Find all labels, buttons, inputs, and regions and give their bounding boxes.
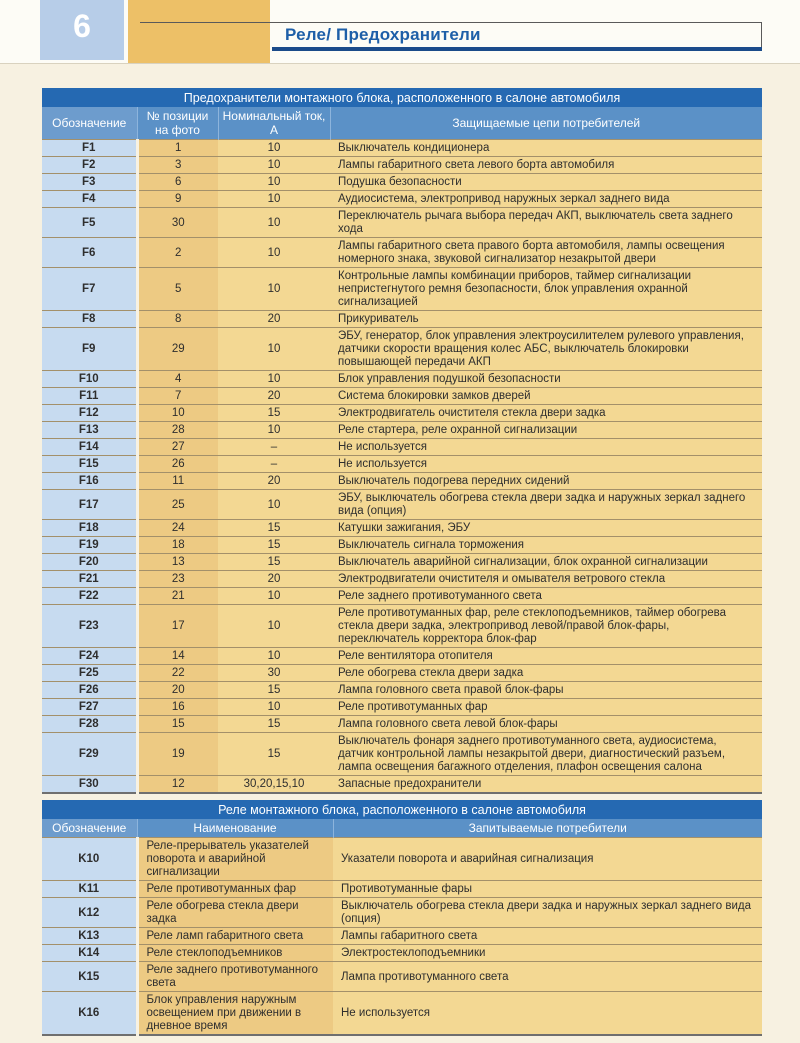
fuse-row (42, 208, 762, 238)
fuse-position-cell: 7 (137, 388, 218, 405)
fuse-position-cell: 16 (137, 699, 218, 716)
fuse-position-cell: 22 (137, 665, 218, 682)
fuse-id-cell: F2 (42, 157, 137, 174)
fuse-amperage-cell: 10 (218, 371, 330, 388)
fuse-id-cell: F1 (42, 140, 137, 157)
fuse-amperage-cell: – (218, 456, 330, 473)
page-header-band (0, 0, 800, 64)
fuse-id-cell: F20 (42, 554, 137, 571)
fuse-circuits-cell: Переключатель рычага выбора передач АКП, выключатель света заднего хода (330, 208, 762, 238)
fuse-position-cell: 14 (137, 648, 218, 665)
fuse-row (42, 699, 762, 716)
fuse-position-cell: 6 (137, 174, 218, 191)
fuse-id-cell: F6 (42, 238, 137, 268)
fuse-amperage-cell: 20 (218, 388, 330, 405)
fuse-table-header-row (42, 107, 762, 140)
fuse-circuits-cell: ЭБУ, выключатель обогрева стекла двери задка и наружных зеркал заднего вида (опция) (330, 490, 762, 520)
fuse-row (42, 371, 762, 388)
fuse-id-cell: F15 (42, 456, 137, 473)
fuse-position-cell: 3 (137, 157, 218, 174)
fuse-row (42, 422, 762, 439)
relay-id-cell: K12 (42, 898, 137, 928)
fuse-row (42, 388, 762, 405)
fuse-position-cell: 21 (137, 588, 218, 605)
fuse-amperage-cell: 15 (218, 733, 330, 776)
fuse-circuits-cell: Не используется (330, 456, 762, 473)
fuse-table (42, 88, 762, 794)
fuse-id-cell: F16 (42, 473, 137, 490)
relay-id-cell: K16 (42, 992, 137, 1036)
fuse-circuits-cell: Лампа головного света левой блок-фары (330, 716, 762, 733)
fuse-row (42, 157, 762, 174)
fuse-circuits-cell: Выключатель подогрева передних сидений (330, 473, 762, 490)
fuse-row (42, 456, 762, 473)
relay-consumers-cell: Противотуманные фары (333, 881, 762, 898)
relay-consumers-cell: Электростеклоподъемники (333, 945, 762, 962)
fuse-id-cell: F27 (42, 699, 137, 716)
fuse-row (42, 328, 762, 371)
fuse-amperage-cell: 15 (218, 554, 330, 571)
fuse-circuits-cell: Электродвигатели очистителя и омывателя ветрового стекла (330, 571, 762, 588)
page-number: 6 (73, 8, 91, 44)
fuse-circuits-cell: Выключатель кондиционера (330, 140, 762, 157)
fuse-amperage-cell: 10 (218, 699, 330, 716)
fuse-row (42, 571, 762, 588)
relay-table-title: Реле монтажного блока, расположенного в салоне автомобиля (42, 800, 762, 819)
fuse-id-cell: F4 (42, 191, 137, 208)
fuse-amperage-cell: 15 (218, 520, 330, 537)
fuse-amperage-cell: 10 (218, 605, 330, 648)
relay-name-cell: Реле ламп габаритного света (137, 928, 333, 945)
fuse-id-cell: F22 (42, 588, 137, 605)
fuse-circuits-cell: Электродвигатель очистителя стекла двери задка (330, 405, 762, 422)
relay-name-cell: Реле заднего противотуманного света (137, 962, 333, 992)
relay-consumers-cell: Лампа противотуманного света (333, 962, 762, 992)
fuse-circuits-cell: Подушка безопасности (330, 174, 762, 191)
header-rule-underline (272, 47, 762, 51)
fuse-position-cell: 28 (137, 422, 218, 439)
fuse-position-cell: 30 (137, 208, 218, 238)
fuse-amperage-cell: 10 (218, 238, 330, 268)
relay-id-cell: K10 (42, 838, 137, 881)
fuse-circuits-cell: Реле противотуманных фар, реле стеклоподъемников, таймер обогрева стекла двери задка, электропривод левой/правой блок-фары, переключатель корректора блок-фар (330, 605, 762, 648)
column-header-rated-current: Номинальный ток, А (218, 107, 330, 140)
fuse-row (42, 776, 762, 794)
fuse-circuits-cell: Реле вентилятора отопителя (330, 648, 762, 665)
fuse-row (42, 554, 762, 571)
fuse-row (42, 682, 762, 699)
fuse-position-cell: 1 (137, 140, 218, 157)
relay-id-cell: K15 (42, 962, 137, 992)
fuse-table-title: Предохранители монтажного блока, расположенного в салоне автомобиля (42, 88, 762, 107)
fuse-row (42, 520, 762, 537)
fuse-circuits-cell: Запасные предохранители (330, 776, 762, 794)
fuse-circuits-cell: Аудиосистема, электропривод наружных зеркал заднего вида (330, 191, 762, 208)
fuse-row (42, 665, 762, 682)
relay-row (42, 838, 762, 881)
page-number-box (40, 0, 124, 60)
fuse-circuits-cell: Блок управления подушкой безопасности (330, 371, 762, 388)
relay-table (42, 800, 762, 1036)
fuse-row (42, 311, 762, 328)
fuse-row (42, 537, 762, 554)
relay-name-cell: Реле обогрева стекла двери задка (137, 898, 333, 928)
fuse-position-cell: 8 (137, 311, 218, 328)
fuse-id-cell: F29 (42, 733, 137, 776)
fuse-circuits-cell: Выключатель фонаря заднего противотуманного света, аудиосистема, датчик контрольной лампы незакрытой двери, диагностический разъем, лампа освещения багажного отделения, плафон освещения салона (330, 733, 762, 776)
column-header-designation: Обозначение (42, 107, 137, 140)
relay-row (42, 898, 762, 928)
fuse-position-cell: 29 (137, 328, 218, 371)
fuse-amperage-cell: 10 (218, 174, 330, 191)
relay-id-cell: K13 (42, 928, 137, 945)
fuse-row (42, 439, 762, 456)
fuse-row (42, 588, 762, 605)
fuse-circuits-cell: Контрольные лампы комбинации приборов, таймер сигнализации непристегнутого ремня безопасности, блок управления охранной сигнализацией (330, 268, 762, 311)
fuse-amperage-cell: 10 (218, 208, 330, 238)
fuse-amperage-cell: 10 (218, 328, 330, 371)
fuse-circuits-cell: Катушки зажигания, ЭБУ (330, 520, 762, 537)
fuse-amperage-cell: 20 (218, 473, 330, 490)
fuse-id-cell: F5 (42, 208, 137, 238)
fuse-circuits-cell: Система блокировки замков дверей (330, 388, 762, 405)
fuse-position-cell: 12 (137, 776, 218, 794)
page-title: Реле/ Предохранители (285, 25, 481, 44)
fuse-row (42, 174, 762, 191)
column-header-photo-position: № позиции на фото (137, 107, 218, 140)
fuse-amperage-cell: – (218, 439, 330, 456)
relay-consumers-cell: Не используется (333, 992, 762, 1036)
fuse-circuits-cell: Прикуриватель (330, 311, 762, 328)
fuse-circuits-cell: Лампы габаритного света правого борта автомобиля, лампы освещения номерного знака, звуковой сигнализатор незакрытой двери (330, 238, 762, 268)
relay-table-header-row (42, 819, 762, 838)
fuse-amperage-cell: 10 (218, 490, 330, 520)
relay-name-cell: Блок управления наружным освещением при движении в дневное время (137, 992, 333, 1036)
fuse-position-cell: 13 (137, 554, 218, 571)
orange-stripe (128, 0, 270, 63)
fuse-id-cell: F23 (42, 605, 137, 648)
fuse-row (42, 648, 762, 665)
column-header-consumers: Запитываемые потребители (333, 819, 762, 838)
fuse-id-cell: F9 (42, 328, 137, 371)
column-header-designation: Обозначение (42, 819, 137, 838)
fuse-amperage-cell: 15 (218, 537, 330, 554)
fuse-circuits-cell: Реле стартера, реле охранной сигнализации (330, 422, 762, 439)
fuse-position-cell: 2 (137, 238, 218, 268)
fuse-id-cell: F14 (42, 439, 137, 456)
fuse-id-cell: F13 (42, 422, 137, 439)
fuse-position-cell: 15 (137, 716, 218, 733)
relay-name-cell: Реле-прерыватель указателей поворота и аварийной сигнализации (137, 838, 333, 881)
fuse-amperage-cell: 10 (218, 140, 330, 157)
fuse-position-cell: 4 (137, 371, 218, 388)
fuse-id-cell: F30 (42, 776, 137, 794)
relay-consumers-cell: Лампы габаритного света (333, 928, 762, 945)
fuse-id-cell: F12 (42, 405, 137, 422)
fuse-circuits-cell: Не используется (330, 439, 762, 456)
fuse-position-cell: 5 (137, 268, 218, 311)
relay-name-cell: Реле противотуманных фар (137, 881, 333, 898)
fuse-id-cell: F21 (42, 571, 137, 588)
fuse-amperage-cell: 15 (218, 405, 330, 422)
fuse-id-cell: F10 (42, 371, 137, 388)
fuse-row (42, 191, 762, 208)
fuse-row (42, 238, 762, 268)
fuse-amperage-cell: 10 (218, 422, 330, 439)
fuse-row (42, 716, 762, 733)
fuse-amperage-cell: 10 (218, 588, 330, 605)
fuse-position-cell: 10 (137, 405, 218, 422)
relay-consumers-cell: Выключатель обогрева стекла двери задка и наружных зеркал заднего вида (опция) (333, 898, 762, 928)
fuse-position-cell: 27 (137, 439, 218, 456)
fuse-circuits-cell: Выключатель сигнала торможения (330, 537, 762, 554)
fuse-id-cell: F17 (42, 490, 137, 520)
fuse-position-cell: 19 (137, 733, 218, 776)
relay-table-title-row (42, 800, 762, 819)
fuse-row (42, 733, 762, 776)
fuse-amperage-cell: 30 (218, 665, 330, 682)
fuse-amperage-cell: 20 (218, 311, 330, 328)
fuse-amperage-cell: 10 (218, 191, 330, 208)
fuse-id-cell: F26 (42, 682, 137, 699)
relay-table-body (42, 838, 762, 1036)
relay-id-cell: K11 (42, 881, 137, 898)
relay-name-cell: Реле стеклоподъемников (137, 945, 333, 962)
fuse-position-cell: 20 (137, 682, 218, 699)
fuse-id-cell: F3 (42, 174, 137, 191)
fuse-circuits-cell: ЭБУ, генератор, блок управления электроусилителем рулевого управления, датчики скорости вращения колес АБС, выключатель блокировки повышающей передачи АКП (330, 328, 762, 371)
fuse-circuits-cell: Лампы габаритного света левого борта автомобиля (330, 157, 762, 174)
fuse-circuits-cell: Реле противотуманных фар (330, 699, 762, 716)
fuse-amperage-cell: 10 (218, 157, 330, 174)
column-header-name: Наименование (137, 819, 333, 838)
relay-id-cell: K14 (42, 945, 137, 962)
fuse-position-cell: 9 (137, 191, 218, 208)
fuse-row (42, 140, 762, 157)
fuse-row (42, 405, 762, 422)
fuse-circuits-cell: Реле заднего противотуманного света (330, 588, 762, 605)
relay-row (42, 881, 762, 898)
fuse-id-cell: F19 (42, 537, 137, 554)
fuse-id-cell: F24 (42, 648, 137, 665)
column-header-circuits: Защищаемые цепи потребителей (330, 107, 762, 140)
fuse-amperage-cell: 30,20,15,10 (218, 776, 330, 794)
fuse-circuits-cell: Лампа головного света правой блок-фары (330, 682, 762, 699)
relay-row (42, 992, 762, 1036)
fuse-id-cell: F28 (42, 716, 137, 733)
fuse-table-title-row (42, 88, 762, 107)
fuse-amperage-cell: 10 (218, 648, 330, 665)
fuse-amperage-cell: 20 (218, 571, 330, 588)
fuse-id-cell: F7 (42, 268, 137, 311)
relay-row (42, 945, 762, 962)
fuse-position-cell: 24 (137, 520, 218, 537)
relay-row (42, 962, 762, 992)
fuse-amperage-cell: 10 (218, 268, 330, 311)
fuse-row (42, 473, 762, 490)
fuse-circuits-cell: Реле обогрева стекла двери задка (330, 665, 762, 682)
header-rule-top (140, 22, 762, 23)
fuse-position-cell: 25 (137, 490, 218, 520)
relay-consumers-cell: Указатели поворота и аварийная сигнализация (333, 838, 762, 881)
fuse-row (42, 605, 762, 648)
fuse-position-cell: 17 (137, 605, 218, 648)
fuse-position-cell: 11 (137, 473, 218, 490)
fuse-position-cell: 18 (137, 537, 218, 554)
fuse-id-cell: F18 (42, 520, 137, 537)
relay-row (42, 928, 762, 945)
fuse-position-cell: 23 (137, 571, 218, 588)
fuse-table-body (42, 140, 762, 794)
fuse-id-cell: F11 (42, 388, 137, 405)
fuse-id-cell: F25 (42, 665, 137, 682)
fuse-row (42, 268, 762, 311)
fuse-row (42, 490, 762, 520)
fuse-amperage-cell: 15 (218, 682, 330, 699)
fuse-id-cell: F8 (42, 311, 137, 328)
fuse-position-cell: 26 (137, 456, 218, 473)
fuse-circuits-cell: Выключатель аварийной сигнализации, блок охранной сигнализации (330, 554, 762, 571)
fuse-amperage-cell: 15 (218, 716, 330, 733)
